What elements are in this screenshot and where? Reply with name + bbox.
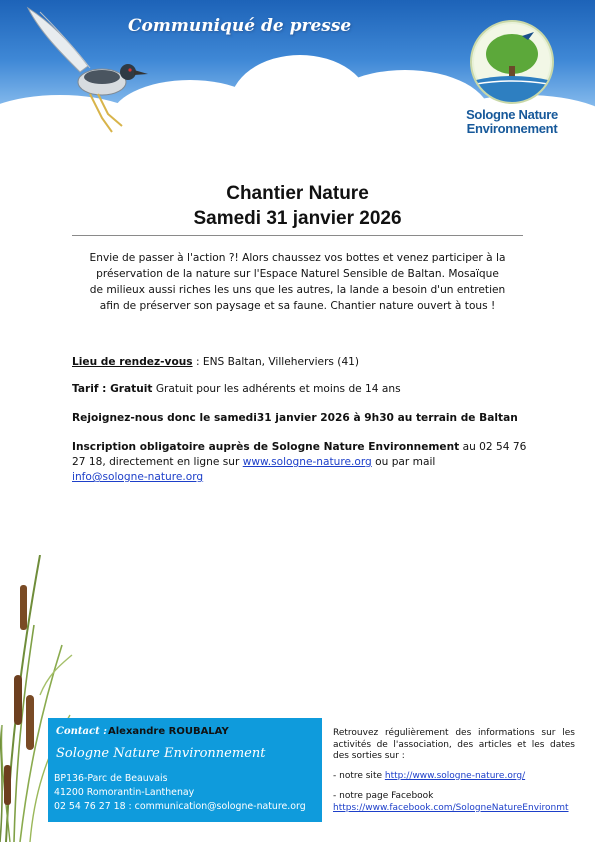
registration-phone: au 02 54 76 bbox=[459, 441, 527, 453]
logo-line-1: Sologne Nature bbox=[466, 107, 558, 122]
logo-text bbox=[464, 108, 560, 136]
website-link[interactable]: www.sologne-nature.org bbox=[242, 456, 372, 468]
event-date: Samedi 31 janvier 2026 bbox=[193, 208, 402, 229]
logo-line-2: Environnement bbox=[466, 121, 558, 136]
footer-facebook-label: - notre page Facebook bbox=[333, 791, 434, 801]
contact-organization: Sologne Nature Environnement bbox=[56, 746, 266, 761]
footer-site-label: - notre site bbox=[333, 770, 385, 781]
footer-paragraph: Retrouvez régulièrement des informations sur les activités de l'association, des articles et les dates des sorties sur : bbox=[333, 728, 575, 761]
tree-icon bbox=[472, 22, 552, 102]
logo-emblem bbox=[470, 20, 554, 104]
contact-box bbox=[48, 718, 322, 822]
meeting-place-value: : ENS Baltan, Villeherviers (41) bbox=[192, 356, 360, 368]
registration-info bbox=[72, 440, 527, 485]
price-rest: Gratuit pour les adhérents et moins de 14 ans bbox=[152, 383, 401, 395]
footer-site-link[interactable]: http://www.sologne-nature.org/ bbox=[384, 770, 526, 781]
intro-line: préservation de la nature sur l'Espace Naturel Sensible de Baltan. Mosaïque bbox=[96, 268, 499, 280]
divider bbox=[72, 235, 523, 236]
meeting-place-label: Lieu de rendez-vous bbox=[72, 356, 193, 368]
intro-paragraph bbox=[72, 250, 523, 314]
contact-address-2: 41200 Romorantin-Lanthenay bbox=[54, 787, 195, 798]
email-link[interactable]: info@sologne-nature.org bbox=[72, 471, 204, 483]
registration-mail-text: ou par mail bbox=[371, 456, 436, 468]
registration-bold: Inscription obligatoire auprès de Sologne Nature Environnement bbox=[72, 441, 460, 453]
intro-line: afin de préserver son paysage et sa faune. Chantier nature ouvert à tous ! bbox=[99, 300, 496, 312]
organization-logo bbox=[464, 20, 560, 150]
footer-facebook-link[interactable]: https://www.facebook.com/SologneNatureEnvironmt bbox=[333, 802, 569, 813]
intro-line: de milieux aussi riches les uns que les autres, la lande a besoin d'un entretien bbox=[89, 284, 506, 296]
contact-name: Alexandre ROUBALAY bbox=[108, 726, 229, 737]
press-release-title: Communiqué de presse bbox=[128, 16, 352, 36]
contact-phone-email: 02 54 76 27 18 : communication@sologne-nature.org bbox=[54, 801, 306, 812]
registration-line2: 27 18, directement en ligne sur bbox=[72, 456, 243, 468]
intro-line: Envie de passer à l'action ?! Alors chaussez vos bottes et venez participer à la bbox=[89, 252, 506, 264]
event-title: Chantier Nature bbox=[226, 183, 369, 204]
price-free: Gratuit bbox=[110, 383, 153, 395]
price-label: Tarif : bbox=[72, 383, 111, 395]
contact-address-1: BP136-Parc de Beauvais bbox=[54, 773, 168, 784]
join-us-line: Rejoignez-nous donc le samedi31 janvier 2026 à 9h30 au terrain de Baltan bbox=[72, 412, 518, 424]
contact-label: Contact : bbox=[56, 726, 107, 737]
footer-site-line bbox=[333, 771, 575, 783]
footer-facebook-line bbox=[333, 803, 575, 815]
footer-info bbox=[333, 728, 575, 814]
meeting-place bbox=[72, 355, 527, 370]
price-info bbox=[72, 382, 527, 397]
